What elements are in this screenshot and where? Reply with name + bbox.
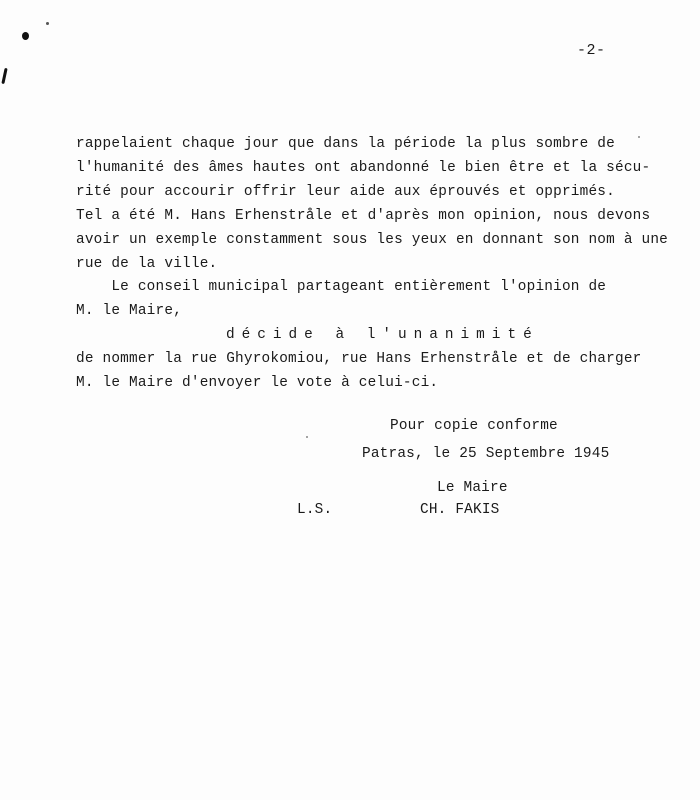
- paper-speck: [638, 136, 640, 138]
- signatory-title: Le Maire: [437, 480, 508, 496]
- signatory-name: CH. FAKIS: [420, 502, 500, 518]
- body-line: l'humanité des âmes hautes ont abandonné le bien être et la sécu-: [76, 160, 651, 176]
- body-line: Tel a été M. Hans Erhenstråle et d'après mon opinion, nous devons: [76, 208, 651, 224]
- resolution-line: de nommer la rue Ghyrokomiou, rue Hans Erhenstråle et de charger: [76, 351, 642, 367]
- body-line: rue de la ville.: [76, 256, 218, 272]
- seal-mark: L.S.: [297, 502, 333, 518]
- body-line: rappelaient chaque jour que dans la période la plus sombre de: [76, 136, 615, 152]
- body-line: avoir un exemple constamment sous les yeux en donnant son nom à une: [76, 232, 668, 248]
- body-line: Le conseil municipal partageant entièrement l'opinion de: [76, 279, 607, 295]
- place-date: Patras, le 25 Septembre 1945: [362, 446, 610, 462]
- paper-speck: [306, 436, 308, 438]
- ink-speck: [46, 22, 49, 25]
- certification-text: Pour copie conforme: [390, 418, 558, 434]
- body-line: M. le Maire,: [76, 303, 183, 319]
- resolution-line: M. le Maire d'envoyer le vote à celui-ci.: [76, 375, 439, 391]
- ink-streak: [1, 68, 7, 84]
- ink-blot: [22, 32, 29, 40]
- body-line: rité pour accourir offrir leur aide aux éprouvés et opprimés.: [76, 184, 615, 200]
- page-number: -2-: [577, 42, 606, 59]
- decision-line: décide à l'unanimité: [226, 327, 539, 343]
